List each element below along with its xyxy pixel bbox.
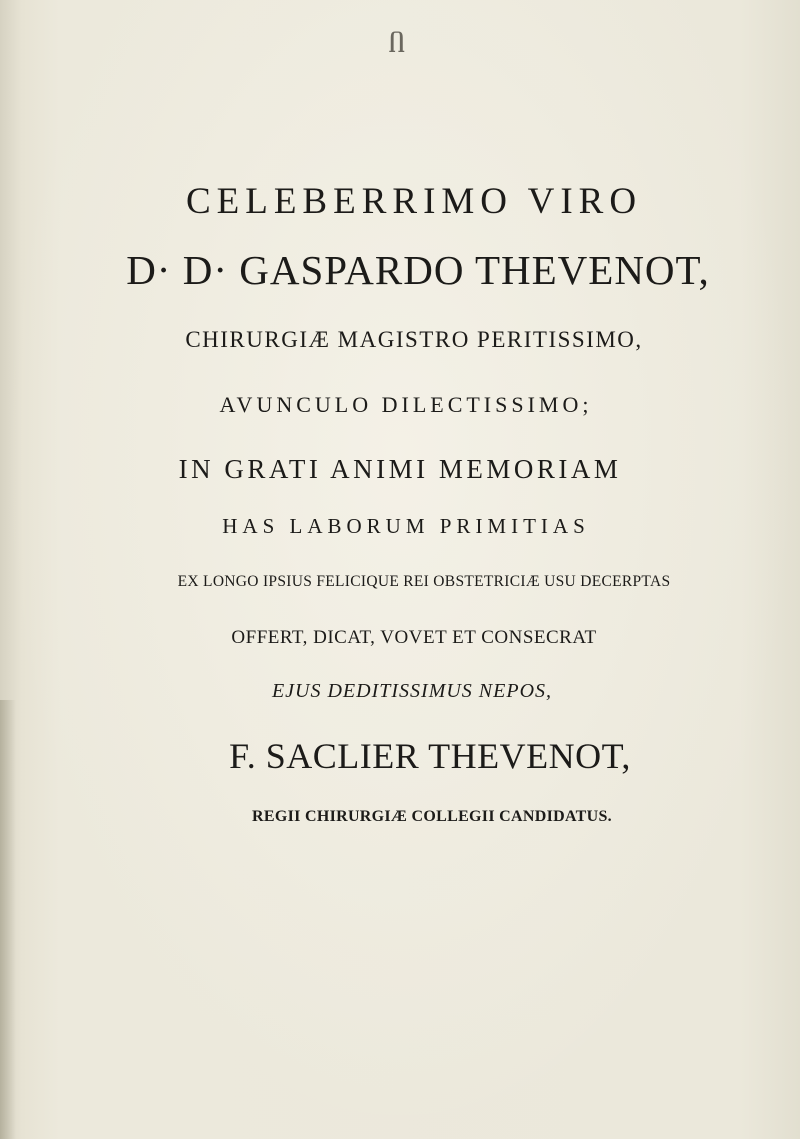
dedication-nepos: EJUS DEDITISSIMUS NEPOS, — [271, 680, 553, 702]
author-title: REGII CHIRURGIÆ COLLEGII CANDIDATUS. — [252, 808, 612, 825]
dedication-primitias: HAS LABORUM PRIMITIAS — [222, 514, 590, 538]
dedicatee-title: CHIRURGIÆ MAGISTRO PERITISSIMO, — [185, 327, 643, 352]
dedication-memoriam: IN GRATI ANIMI MEMORIAM — [178, 454, 622, 484]
handwritten-mark: Ⴖ — [388, 32, 406, 58]
dedicatee-relation: AVUNCULO DILECTISSIMO; — [219, 392, 593, 417]
dedicatee-name: D· D· GASPARDO THEVENOT, — [126, 247, 710, 293]
author-name: F. SACLIER THEVENOT, — [229, 736, 631, 776]
dedication-source: EX LONGO IPSIUS FELICIQUE REI OBSTETRICIÆ USU DECERPTAS — [177, 573, 671, 590]
dedication-offert: OFFERT, DICAT, VOVET ET CONSECRAT — [231, 627, 597, 648]
dedication-heading: CELEBERRIMO VIRO — [185, 181, 643, 222]
